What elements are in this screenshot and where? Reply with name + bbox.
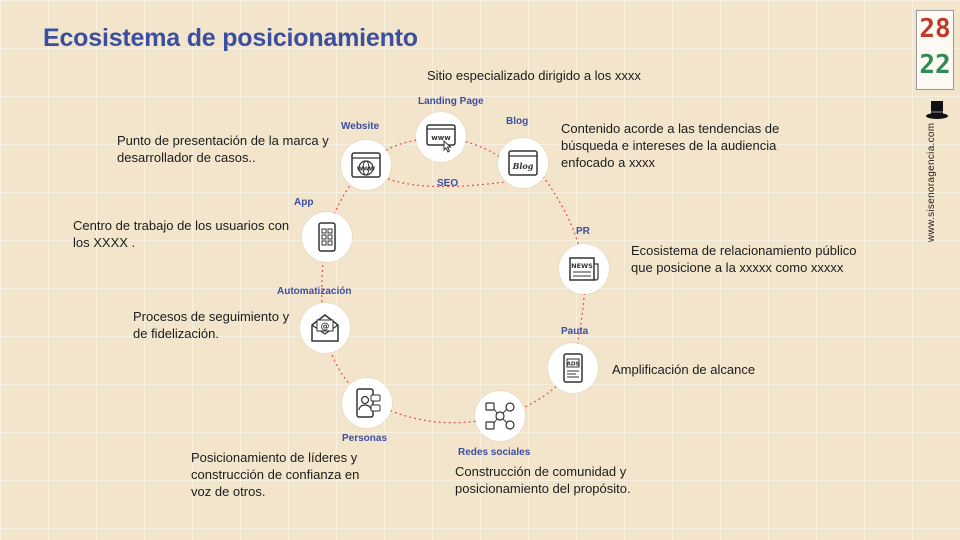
email-at-icon [308, 311, 342, 345]
automatizacion-label: Automatización [277, 286, 352, 297]
year-top: 28 [919, 14, 951, 44]
landing-page-description: Sitio especializado dirigido a los xxxx [427, 68, 641, 83]
pr-node[interactable] [559, 244, 609, 294]
personas-node[interactable] [342, 378, 392, 428]
automatizacion-description: Procesos de seguimiento y de fidelización. [133, 309, 290, 341]
website-node[interactable] [341, 140, 391, 190]
brand-year-logo [916, 10, 954, 90]
website-description: Punto de presentación de la marca y desarrollador de casos.. [117, 133, 329, 165]
landing-page-label: Landing Page [418, 96, 484, 107]
blog-node[interactable] [498, 138, 548, 188]
svg-text:NEWS: NEWS [571, 262, 593, 270]
redes-sociales-node[interactable] [475, 391, 525, 441]
redes-sociales-description: Construcción de comunidad y posicionamiento del propósito. [455, 464, 631, 496]
year-bottom: 22 [919, 50, 951, 80]
app-label: App [294, 197, 314, 208]
svg-text:www: www [431, 134, 451, 142]
pauta-node[interactable] [548, 343, 598, 393]
www-cursor-icon [424, 120, 458, 154]
redes-sociales-label: Redes sociales [458, 447, 531, 458]
blog-icon [506, 146, 540, 180]
blog-description: Contenido acorde a las tendencias de búsqueda e intereses de la audiencia enfocado a xxxx [561, 121, 780, 170]
automatizacion-node[interactable] [300, 303, 350, 353]
svg-text:WWW: WWW [356, 166, 376, 173]
app-node[interactable] [302, 212, 352, 262]
smartphone-app-icon [310, 220, 344, 254]
page-title: Ecosistema de posicionamiento [43, 24, 418, 52]
top-hat-icon [925, 100, 949, 122]
ads-phone-icon [556, 351, 590, 385]
influencer-phone-icon [350, 386, 384, 420]
personas-label: Personas [342, 433, 388, 444]
pauta-label: Pauta [561, 326, 589, 337]
pr-description: Ecosistema de relacionamiento público que posicione a la xxxxx como xxxxx [631, 243, 857, 275]
pauta-description: Amplificación de alcance [612, 362, 756, 377]
svg-text:Blog: Blog [512, 161, 534, 171]
blog-label: Blog [506, 116, 529, 127]
svg-text:@: @ [320, 322, 330, 332]
svg-text:ADS: ADS [566, 361, 580, 368]
app-description: Centro de trabajo de los usuarios con los XXXX . [73, 218, 290, 250]
landing-page-node[interactable] [416, 112, 466, 162]
website-url: www.sisenoragencia.com [926, 122, 937, 242]
website-label: Website [341, 121, 380, 132]
social-network-icon [483, 399, 517, 433]
newspaper-icon [567, 252, 601, 286]
personas-description: Posicionamiento de líderes y construcción de confianza en voz de otros. [191, 450, 360, 499]
globe-browser-icon [349, 148, 383, 182]
seo-label: SEO [437, 178, 459, 189]
pr-label: PR [576, 226, 590, 237]
